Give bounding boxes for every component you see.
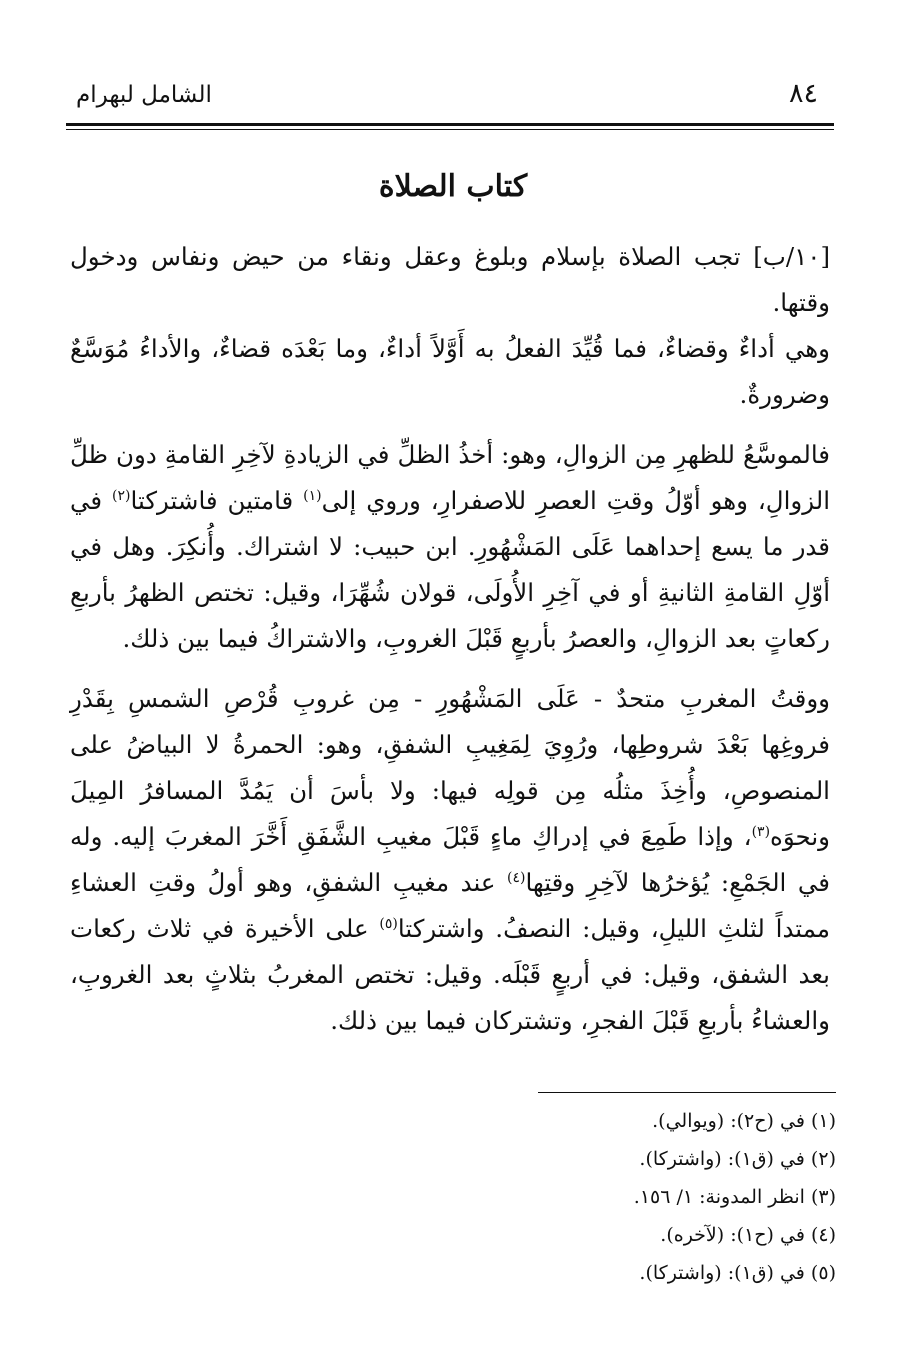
- footnote-separator: [538, 1092, 836, 1093]
- paragraph-4-text-c: عند مغيبِ الشفقِ، وهو أولُ وقتِ العشاءِ ممتداً لثلثِ الليلِ، وقيل: النصفُ. واشتركتا: [70, 868, 830, 943]
- paragraph-4-text-d: على الأخيرة في ثلاث ركعات بعد الشفق، وقيل: في أربعٍ قَبْلَه. وقيل: تختص المغربُ بثلاثٍ بعد الغروبِ، والعشاءُ بأربعِ قَبْلَ الفجرِ، وتشتركان فيما بين ذلك.: [70, 914, 830, 1035]
- paragraph-2: وهي أداءٌ وقضاءٌ، فما قُيِّدَ الفعلُ به أَوَّلاً أداءٌ، وما بَعْدَه قضاءٌ، والأداءُ مُوَسَّعٌ وضرورةٌ.: [70, 334, 830, 409]
- paragraph-3-text-c: في قدر ما يسع إحداهما عَلَى المَشْهُورِ. ابن حبيب: لا اشتراك. وأُنكِرَ. وهل في أوّلِ القامةِ الثانيةِ أو في آخِرِ الأُولَى، قولان شُهِّرَا، وقيل: تختص الظهرُ بأربعِ ركعاتٍ بعد الزوالِ، والعصرُ بأربعٍ قَبْلَ الغروبِ، والاشتراكُ فيما بين ذلك.: [70, 486, 830, 653]
- footnotes: [70, 1102, 836, 1292]
- main-text: [70, 234, 830, 1044]
- footnote-4: (٤) في (ح١): (لآخره).: [660, 1224, 836, 1246]
- paragraph-4: [70, 676, 830, 1044]
- footnote-5: (٥) في (ق١): (واشتركا).: [639, 1262, 836, 1284]
- footnote-ref-5: (٥): [379, 915, 398, 932]
- footnote-2: (٢) في (ق١): (واشتركا).: [639, 1148, 836, 1170]
- footnote-1: (١) في (ح٢): (ويوالي).: [652, 1110, 836, 1132]
- paragraph-4-text-a: ووقتُ المغربِ متحدٌ - عَلَى المَشْهُورِ - مِن غروبِ قُرْصِ الشمسِ بِقَدْرِ فروغِها بَعْدَ شروطِها، ورُوِيَ لِمَغِيبِ الشفقِ، وهو: الحمرةُ لا البياضُ على المنصوصِ، وأُخِذَ مثلُه مِن قولِه فيها: ولا بأسَ أن يَمُدَّ المسافرُ المِيلَ ونحوَه: [70, 684, 830, 851]
- footnote-ref-4: (٤): [507, 869, 526, 886]
- paragraph-3: [70, 432, 830, 662]
- page-number: ٨٤: [788, 78, 818, 109]
- paragraph-4-text-b: ، وإذا طَمِعَ في إدراكِ ماءٍ قَبْلَ مغيبِ الشَّفَقِ أَخَّرَ المغربَ إليه. وله في الجَمْعِ: يُؤخرُها لآخِرِ وقتِها: [70, 822, 830, 897]
- paragraph-gap: [70, 418, 830, 432]
- paragraph-gap: [70, 662, 830, 676]
- running-title: الشامل لبهرام: [76, 82, 212, 108]
- page-header: [70, 78, 826, 122]
- footnote-ref-1: (١): [303, 487, 322, 504]
- header-rule-thick: [66, 123, 834, 126]
- footnote-ref-2: (٢): [112, 487, 131, 504]
- chapter-title: كتاب الصلاة: [378, 169, 528, 204]
- paragraph-1: [١٠/ب] تجب الصلاة بإسلام وبلوغ وعقل ونقاء من حيض ونفاس ودخول وقتها.: [70, 242, 830, 317]
- footnote-ref-3: (٣): [751, 823, 771, 840]
- header-rule-thin: [66, 129, 834, 130]
- footnote-3: (٣) انظر المدونة: ١/ ١٥٦.: [633, 1186, 836, 1208]
- paragraph-3-text-b: قامتين فاشتركتا: [130, 486, 304, 515]
- paragraph-3-text-a: فالموسَّعُ للظهرِ مِن الزوالِ، وهو: أخذُ الظلِّ في الزيادةِ لآخِرِ القامةِ دون ظلِّ الزوالِ، وهو أوّلُ وقتِ العصرِ للاصفرارِ، وروي إلى: [70, 440, 830, 515]
